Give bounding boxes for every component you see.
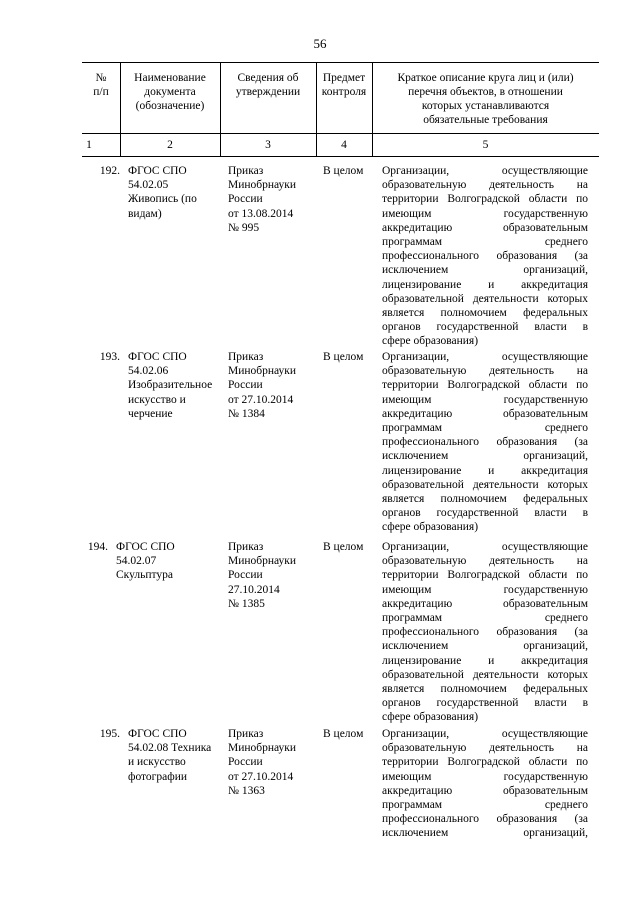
text-line: и искусство [128,756,186,769]
description [382,540,588,725]
document-name [128,727,220,784]
text-line: от 27.10.2014 [228,770,294,783]
description-line: является полномочием федеральных [382,493,588,506]
control-subject: В целом [323,541,364,553]
control-subject: В целом [323,165,364,177]
description-line: образовательную деятельность на [382,179,588,192]
header-description [372,71,599,127]
description-line: имеющим государственную [382,207,588,220]
description-line: аккредитацию образовательным [382,784,588,797]
text-line: п/п [93,86,109,98]
header-document-name [120,71,220,113]
header-number [82,71,120,99]
description-line: лицензирование и аккредитация [382,654,588,667]
description-line: является полномочием федеральных [382,683,588,696]
text-line: России [228,569,263,582]
column-number: 5 [482,139,489,151]
description-line: территории Волгоградской области по [382,193,588,206]
text-line: ФГОС СПО [128,351,187,363]
description-line: Организации, осуществляющие [382,541,588,553]
column-number: 1 [86,139,92,151]
text-line: № 1384 [228,407,265,420]
description-line: исключением организаций, [382,264,588,277]
text-line: контроля [321,86,367,98]
text-line: от 27.10.2014 [228,393,294,406]
description-line: аккредитацию образовательным [382,221,588,234]
description-line: лицензирование и аккредитация [382,278,588,291]
text-line: ФГОС СПО [128,165,187,177]
control-subject: В целом [323,728,364,740]
description-line: аккредитацию образовательным [382,407,588,420]
description-line: профессионального образования (за [382,436,588,449]
description [382,164,588,349]
description-line: лицензирование и аккредитация [382,464,588,477]
description-line: образовательной деятельности которых [382,292,588,305]
text-line: от 13.08.2014 [228,207,294,220]
description-line: образовательной деятельности которых [382,478,588,491]
text-line: ФГОС СПО [116,541,175,553]
row-number: 195. [99,728,120,740]
text-line: № [95,72,107,84]
description-line: имеющим государственную [382,770,588,783]
text-line: искусство и [128,393,186,406]
text-line: документа [144,86,196,98]
description-line: профессионального образования (за [382,813,588,826]
text-line: России [228,756,263,769]
description [382,727,588,841]
description-line: исключением организаций, [382,827,588,840]
description-line: образовательную деятельность на [382,555,588,568]
text-line: № 1363 [228,784,265,797]
text-line: Минобрнауки [228,555,297,568]
text-line: России [228,193,263,206]
column-number: 3 [265,139,271,151]
header-control-subject [316,71,372,99]
description-line: территории Волгоградской области по [382,379,588,392]
text-line: 54.02.05 [128,179,169,192]
description-line: образовательную деятельность на [382,742,588,755]
row-number: 194. [87,541,108,553]
description-line: исключением организаций, [382,450,588,463]
description-line: территории Волгоградской области по [382,569,588,582]
approval-details [228,540,316,611]
text-line: Предмет [322,72,366,84]
description-line: органов государственной власти в [382,507,588,520]
text-line: № 1385 [228,597,265,610]
column-number: 2 [167,139,173,151]
description [382,350,588,535]
description-line: программам среднего [382,612,588,625]
number-row-bottom-border [82,156,599,157]
text-line: ФГОС СПО [128,728,187,740]
text-line: России [228,379,263,392]
description-line: органов государственной власти в [382,697,588,710]
approval-details [228,164,316,235]
header-bottom-border [82,133,599,134]
description-line: территории Волгоградской области по [382,756,588,769]
description-line: сфере образования) [382,711,479,724]
text-line: Живопись (по [128,193,197,206]
description-line: имеющим государственную [382,393,588,406]
approval-details [228,727,316,798]
text-line: Скульптура [116,569,173,582]
table-top-border [82,62,599,63]
description-line: органов государственной власти в [382,321,588,334]
approval-details [228,350,316,421]
description-line: профессионального образования (за [382,250,588,263]
text-line: 54.02.07 [116,555,157,568]
document-name [128,164,220,221]
text-line: 54.02.06 [128,365,169,378]
text-line: Краткое описание круга лиц и (или) [397,72,574,84]
description-line: программам среднего [382,799,588,812]
text-line: которых устанавливаются [421,100,550,112]
description-line: Организации, осуществляющие [382,728,588,740]
description-line: Организации, осуществляющие [382,165,588,177]
text-line: Приказ [228,165,264,177]
header-approval [220,71,316,99]
description-line: аккредитацию образовательным [382,597,588,610]
text-line: черчение [128,407,173,420]
description-line: программам среднего [382,422,588,435]
text-line: Приказ [228,351,264,363]
text-line: № 995 [228,221,260,234]
text-line: 27.10.2014 [228,583,280,596]
text-line: 54.02.08 Техника [128,742,212,755]
description-line: образовательную деятельность на [382,365,588,378]
text-line: Минобрнауки [228,365,297,378]
text-line: Минобрнауки [228,179,297,192]
description-line: исключением организаций, [382,640,588,653]
text-line: обязательные требования [423,114,548,126]
description-line: Организации, осуществляющие [382,351,588,363]
text-line: Приказ [228,541,264,553]
row-number: 192. [99,165,120,177]
text-line: Наименование [134,72,206,84]
text-line: Минобрнауки [228,742,297,755]
document-name [128,350,220,421]
description-line: сфере образования) [382,521,479,534]
description-line: профессионального образования (за [382,626,588,639]
description-line: сфере образования) [382,335,479,348]
description-line: является полномочием федеральных [382,307,588,320]
text-line: Сведения об [237,72,299,84]
text-line: видам) [128,207,162,220]
text-line: (обозначение) [135,100,205,112]
description-line: образовательной деятельности которых [382,668,588,681]
control-subject: В целом [323,351,364,363]
document-name [116,540,220,583]
description-line: имеющим государственную [382,583,588,596]
text-line: утверждении [235,86,301,98]
text-line: Изобразительное [128,379,213,392]
text-line: перечня объектов, в отношении [408,86,563,98]
page-number: 56 [313,36,327,51]
text-line: Приказ [228,728,264,740]
row-number: 193. [99,351,120,363]
description-line: программам среднего [382,236,588,249]
text-line: фотографии [128,770,188,783]
column-number: 4 [341,139,347,151]
